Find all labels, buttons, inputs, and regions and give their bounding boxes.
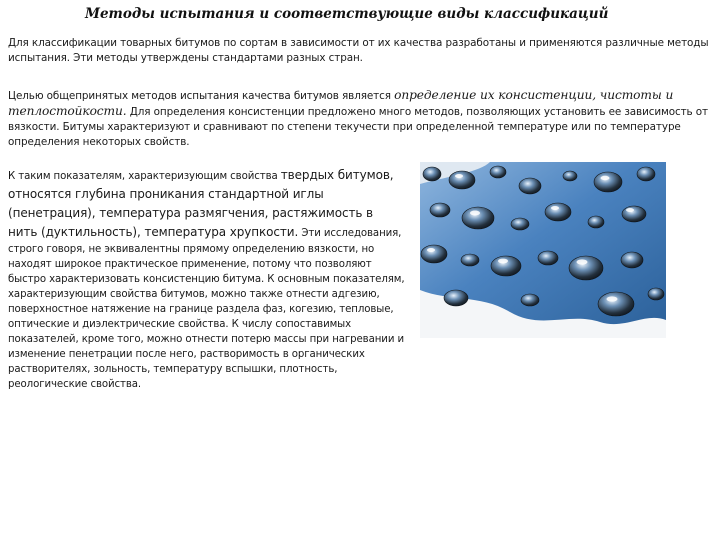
- bitumen-droplets-photo: [420, 162, 666, 338]
- paragraph-testing-goals-rest: Для определения консистенции предложено много методов, позволяющих установить ее зависимость от вязкости. Битумы характеризуют и сравнивают по степени текучести при определенной температуре или по температуре определения некоторых свойств.: [8, 106, 708, 148]
- slide-title: Методы испытания и соответствующие виды классификаций: [85, 6, 609, 22]
- paragraph-classification: Для классификации товарных битумов по сортам в зависимости от их качества разработаны и применяются различные методы испытания. Эти методы утверждены стандартами разных стран.: [8, 37, 709, 64]
- paragraph-indicators-lead: К таким показателям, характеризующим свойства: [8, 171, 281, 182]
- paragraph-indicators: [8, 166, 406, 392]
- paragraph-testing-goals-lead: Целью общепринятых методов испытания качества битумов является: [8, 90, 395, 102]
- paragraph-indicators-rest: Эти исследования, строго говоря, не эквивалентны прямому определению вязкости, но находят широкое практическое применение, потому что позволяют быстро характеризовать консистенцию битума. К основным показателям, характеризующим свойства битумов, можно также отнести адгезию, поверхностное натяжение на границе раздела фаз, когезию, тепловые, оптические и диэлектрические свойства. К числу сопоставимых показателей, кроме того, можно отнести потерю массы при нагревании и изменение пенетрации после него, растворимость в органических растворителях, зольность, температуру вспышки, плотность, реологические свойства.: [8, 228, 405, 390]
- paragraph-indicators-large: твердых битумов, относятся глубина проникания стандартной иглы (пенетрация), температура размягчения, растяжимость в нить (дуктильность), температура хрупкости.: [8, 168, 394, 239]
- paragraph-testing-goals: [8, 88, 712, 150]
- bitumen-droplets-icon: [420, 162, 666, 338]
- paragraph-testing-goals-emphasis: определение их консистенции, чистоты и теплостойкости.: [8, 88, 674, 118]
